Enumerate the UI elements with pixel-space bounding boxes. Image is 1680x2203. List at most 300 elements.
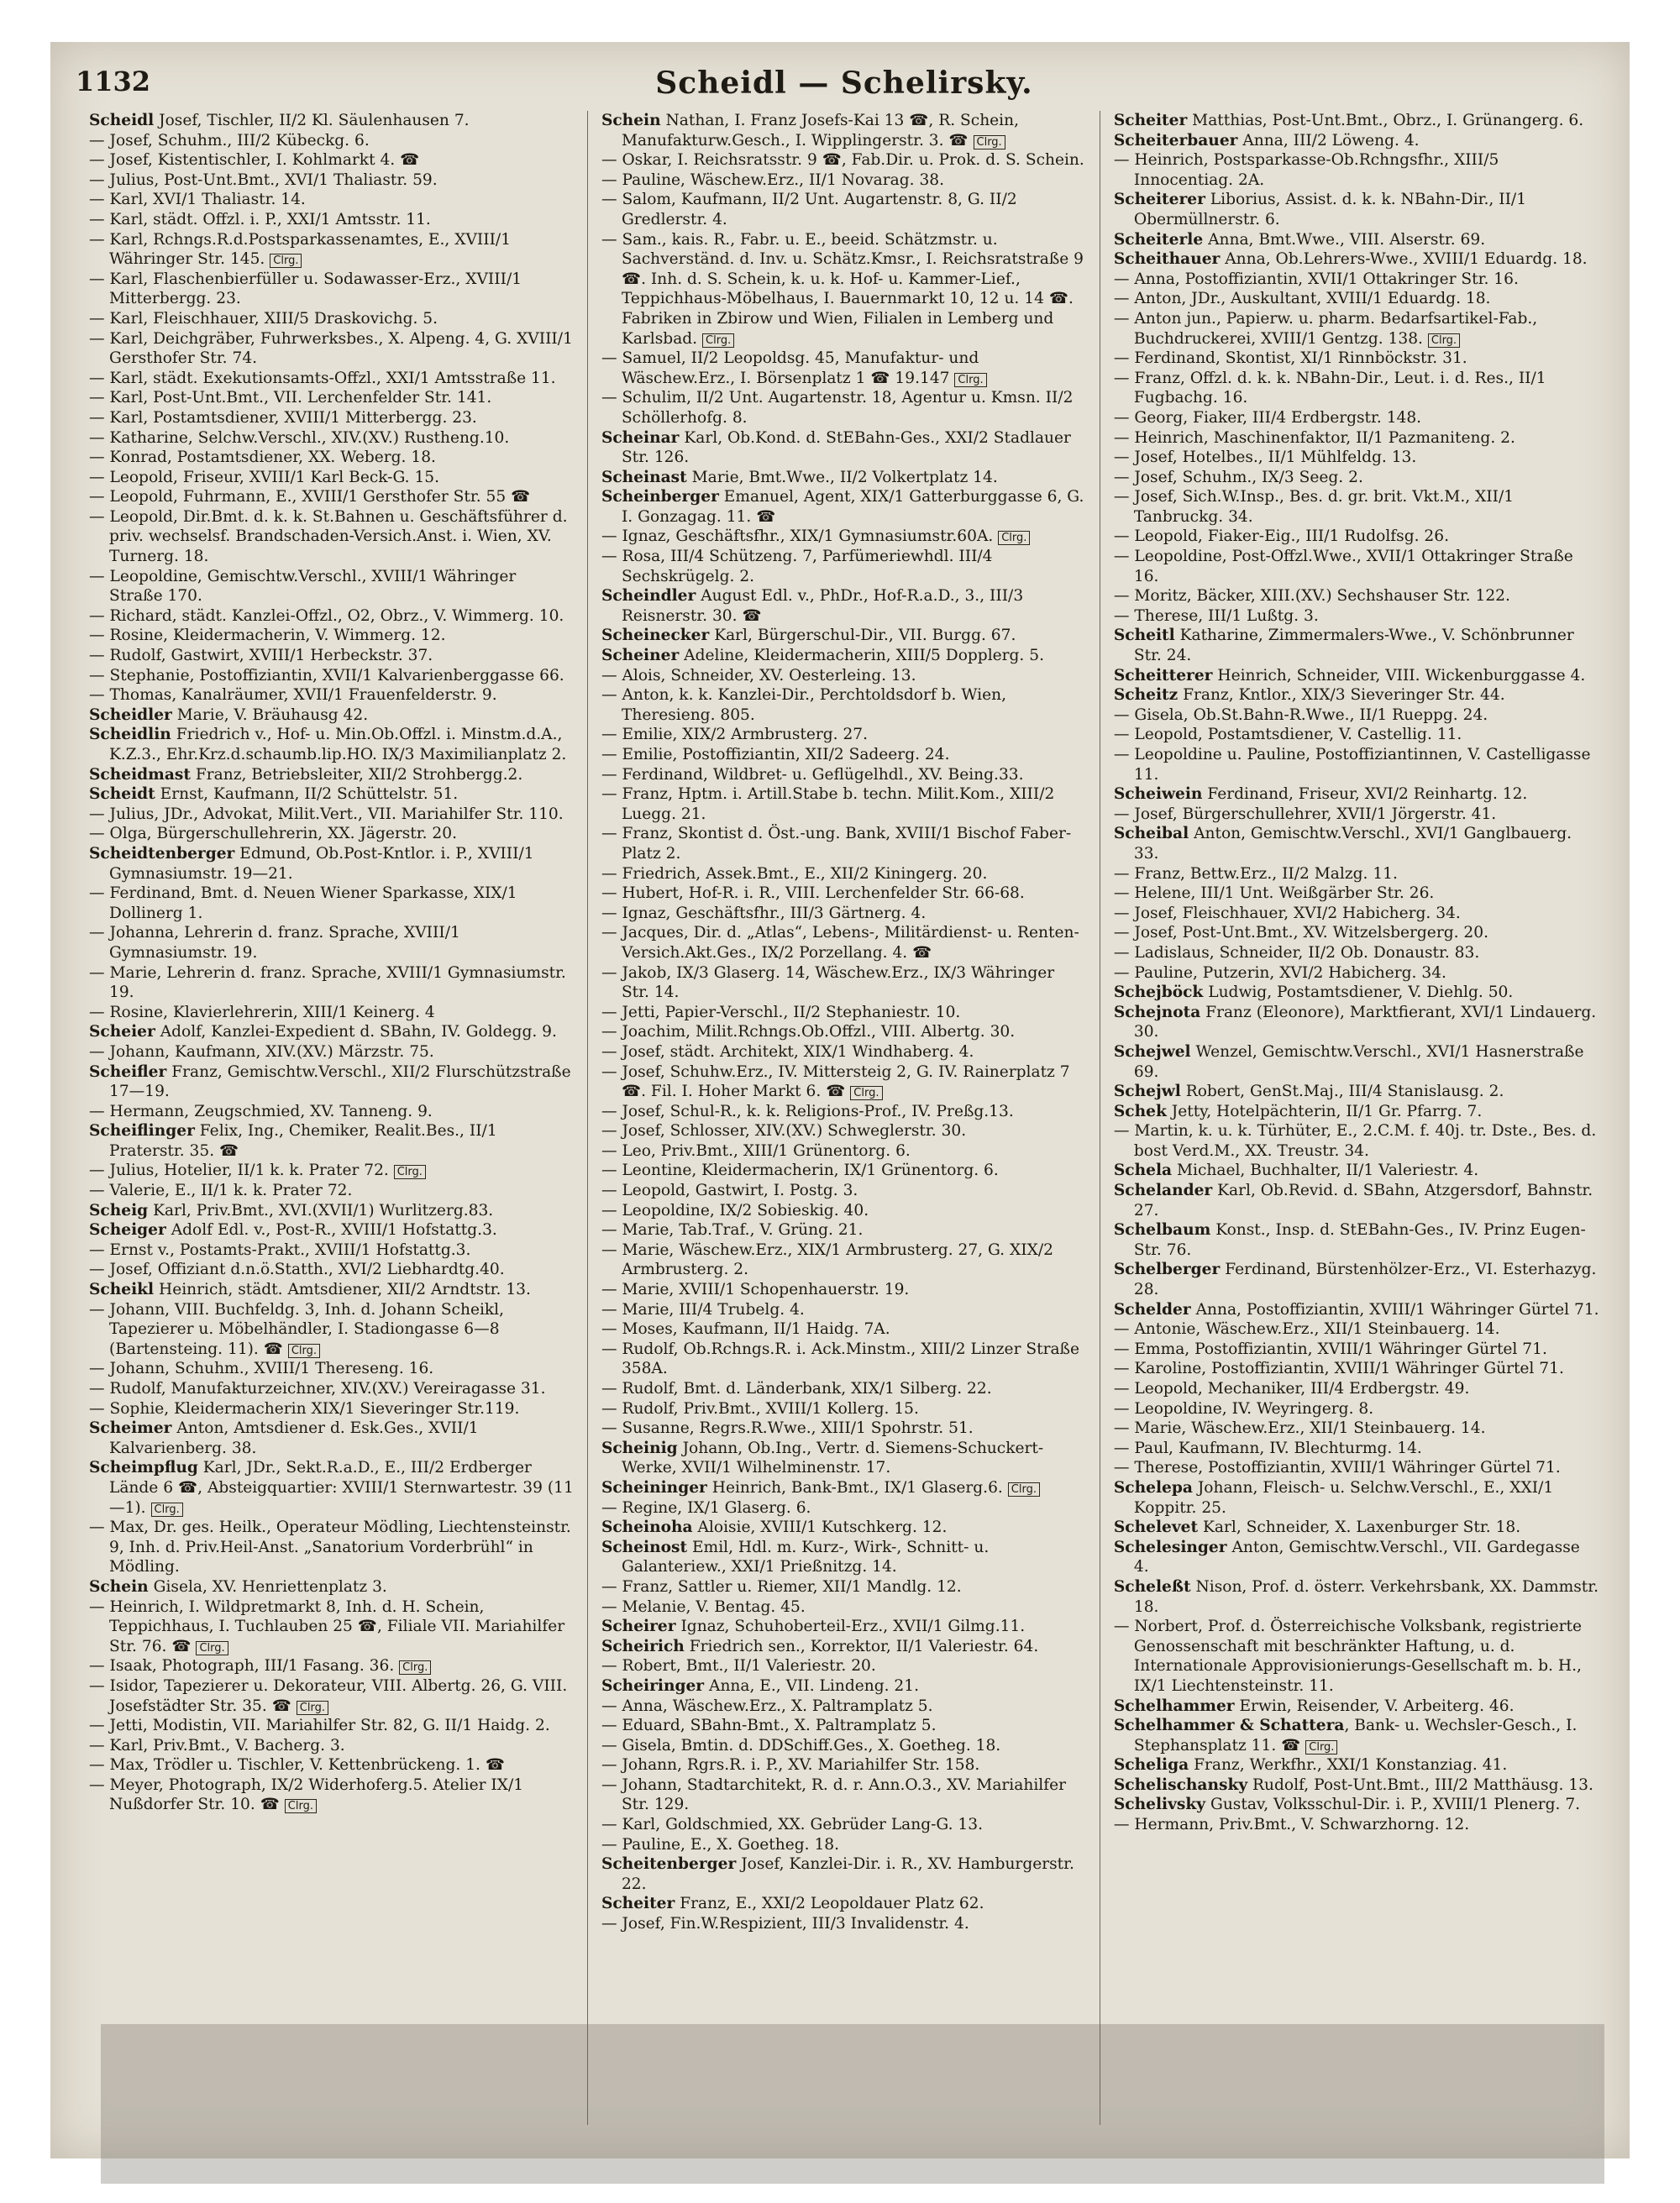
entry-text: Felix, Ing., Chemiker, Realit.Bes., II/1 Praterstr. 35. ☎ (109, 1122, 502, 1160)
entry-text: — Stephanie, Postoffiziantin, XVII/1 Kalvarienberggasse 66. (89, 666, 564, 685)
entry-surname: Scheinig (601, 1439, 678, 1457)
entry-surname: Scheiner (601, 647, 680, 665)
directory-entry (89, 1240, 574, 1261)
directory-entry (601, 1062, 1086, 1102)
entry-text: — Hermann, Priv.Bmt., V. Schwarzhorng. 12. (1113, 1816, 1470, 1834)
directory-entry (601, 1042, 1086, 1062)
entry-text: — Ignaz, Geschäftsfhr., III/3 Gärtnerg. 4. (601, 904, 927, 922)
directory-entry (601, 1835, 1086, 1855)
entry-text: — Leopold, Fiaker-Eig., III/1 Rudolfsg. 26. (1113, 527, 1449, 546)
entry-text: — Friedrich, Assek.Bmt., E., XII/2 Kiningerg. 20. (601, 864, 988, 883)
directory-entry (89, 1716, 574, 1736)
entry-text: — Anna, Postoffiziantin, XVII/1 Ottakringer Str. 16. (1113, 270, 1519, 288)
directory-entry (89, 666, 574, 686)
entry-surname: Scheimer (89, 1419, 172, 1438)
entry-text: — Marie, Lehrerin d. franz. Sprache, XVIII/1 Gymnasiumstr. 19. (89, 963, 571, 1002)
entry-surname: Scheiger (89, 1221, 166, 1240)
directory-page (50, 42, 1630, 2158)
directory-entry (89, 1597, 574, 1657)
entry-text: — Moritz, Bäcker, XIII.(XV.) Sechshauser Str. 122. (1113, 587, 1510, 606)
entry-text: — Josef, Schlosser, XIV.(XV.) Schweglerstr. 30. (601, 1122, 967, 1141)
directory-entry (1114, 1439, 1599, 1459)
clearing-badge: Clrg. (1305, 1740, 1337, 1755)
entry-text: — Karl, Priv.Bmt., V. Bacherg. 3. (89, 1736, 345, 1755)
directory-entry (89, 1776, 574, 1815)
directory-entry (1114, 1042, 1599, 1082)
directory-entry (1114, 131, 1599, 151)
entry-surname: Schein (601, 112, 661, 129)
entry-text: Anna, III/2 Löweng. 4. (1237, 131, 1420, 149)
entry-text: — Ferdinand, Skontist, XI/1 Rinnböckstr. 31. (1113, 349, 1467, 368)
clearing-badge: Clrg. (196, 1641, 228, 1655)
directory-entry (89, 111, 574, 131)
entry-text: — Josef, Fleischhauer, XVI/2 Habicherg. 34. (1113, 904, 1461, 922)
entry-text: — Meyer, Photograph, IX/2 Widerhoferg.5. Atelier IX/1 Nußdorfer Str. 10. ☎ (89, 1776, 529, 1814)
directory-entry (601, 1637, 1086, 1657)
entry-surname: Scheinast (601, 468, 687, 486)
directory-entry (89, 1102, 574, 1122)
entry-text: Anton, Amtsdiener d. Esk.Ges., XVII/1 Kalvarienberg. 38. (109, 1419, 484, 1457)
directory-entry (89, 1181, 574, 1201)
directory-entry (601, 1617, 1086, 1637)
entry-surname: Scheiter (1113, 112, 1188, 129)
entry-text: — Hubert, Hof-R. i. R., VIII. Lerchenfelder Str. 66-68. (601, 884, 1025, 903)
entry-surname: Schelder (1113, 1300, 1191, 1319)
directory-entry (601, 586, 1086, 626)
entry-surname: Scheitterer (1113, 666, 1213, 685)
directory-entry (1114, 983, 1599, 1003)
entry-text: — Isaak, Photograph, III/1 Fasang. 36. (89, 1657, 395, 1676)
page-header (76, 66, 1613, 116)
clearing-badge: Clrg. (850, 1086, 882, 1100)
column-middle (588, 111, 1100, 2125)
entry-text: Friedrich sen., Korrektor, II/1 Valeriestr. 64. (684, 1637, 1039, 1655)
clearing-badge: Clrg. (998, 531, 1030, 545)
entry-text: — Josef, städt. Architekt, XIX/1 Windhaberg. 4. (601, 1042, 974, 1061)
directory-entry (601, 1121, 1086, 1141)
entry-text: — Leopold, Fuhrmann, E., XVIII/1 Gersthofer Str. 55 ☎ (89, 488, 531, 506)
directory-entry (1114, 1161, 1599, 1181)
directory-entry (89, 131, 574, 151)
entry-surname: Scheier (89, 1023, 155, 1041)
entry-text: — Joachim, Milit.Rchngs.Ob.Offzl., VIII. Albertg. 30. (601, 1023, 1016, 1041)
entry-text: — Schulim, II/2 Unt. Augartenstr. 18, Agentur u. Kmsn. II/2 Schöllerhofg. 8. (601, 389, 1079, 427)
directory-entry (601, 1201, 1086, 1221)
directory-entry (601, 1676, 1086, 1697)
entry-surname: Schelberger (1113, 1261, 1221, 1279)
directory-entry (89, 705, 574, 726)
directory-entry (601, 725, 1086, 745)
directory-entry (89, 309, 574, 329)
entry-text: — Josef, Kistentischler, I. Kohlmarkt 4. ☎ (89, 151, 420, 170)
directory-entry (89, 646, 574, 666)
directory-entry (1114, 923, 1599, 943)
entry-text: — Heinrich, Postsparkasse-Ob.Rchngsfhr., XIII/5 Innocentiag. 2A. (1113, 151, 1504, 189)
entry-text: — Johanna, Lehrerin d. franz. Sprache, XVIII/1 Gymnasiumstr. 19. (89, 924, 465, 962)
entry-text: Rudolf, Post-Unt.Bmt., III/2 Matthäusg. 13. (1247, 1776, 1593, 1794)
entry-text: — Heinrich, I. Wildpretmarkt 8, Inh. d. H. Schein, Teppichhaus, I. Tuchlauben 25 ☎, Filiale VII. Mariahilfer Str. 76. ☎ (89, 1597, 570, 1655)
running-title: Scheidl — Schelirsky. (655, 66, 1033, 101)
directory-entry (1114, 1319, 1599, 1340)
entry-surname: Scheliga (1113, 1756, 1189, 1775)
directory-entry (1114, 1220, 1599, 1260)
entry-text: , Bank- u. Wechsler-Gesch., I. Stephansplatz 11. ☎ (1133, 1717, 1583, 1755)
directory-entry (601, 784, 1086, 824)
directory-entry (601, 349, 1086, 388)
entry-text: — Johann, Stadtarchitekt, R. d. r. Ann.O.3., XV. Mariahilfer Str. 129. (601, 1776, 1071, 1814)
entry-surname: Scheiterle (1113, 230, 1204, 249)
entry-text: — Karl, Postamtsdiener, XVIII/1 Mitterbergg. 23. (89, 408, 477, 427)
directory-entry (1114, 289, 1599, 309)
columns (76, 111, 1613, 2125)
directory-entry (89, 507, 574, 567)
entry-text: August Edl. v., PhDr., Hof-R.a.D., 3., III/3 Reisnerstr. 30. ☎ (621, 587, 1029, 625)
directory-entry (89, 824, 574, 844)
entry-surname: Scheidtenberger (89, 844, 235, 863)
directory-entry (1114, 527, 1599, 547)
entry-text: — Leo, Priv.Bmt., XIII/1 Grünentorg. 6. (601, 1141, 911, 1160)
entry-surname: Scheindler (601, 587, 696, 606)
directory-entry (1114, 1755, 1599, 1776)
entry-text: — Emilie, Postoffiziantin, XII/2 Sadeerg. 24. (601, 746, 950, 763)
entry-text: Marie, V. Bräuhausg 42. (171, 705, 369, 724)
directory-entry (601, 1419, 1086, 1439)
directory-entry (1114, 784, 1599, 805)
entry-text: Anna, Postoffiziantin, XVIII/1 Währinger Gürtel 71. (1190, 1300, 1599, 1319)
entry-text: — Olga, Bürgerschullehrerin, XX. Jägerstr. 20. (89, 825, 458, 843)
entry-text: — Franz, Sattler u. Riemer, XII/1 Mandlg. 12. (601, 1577, 962, 1596)
directory-entry (89, 468, 574, 488)
directory-entry (1114, 805, 1599, 825)
directory-entry (1114, 705, 1599, 726)
directory-entry (601, 1181, 1086, 1201)
directory-entry (601, 1439, 1086, 1478)
entry-surname: Scheidler (89, 705, 172, 724)
entry-text: — Leopold, Mechaniker, III/4 Erdbergstr. 49. (1113, 1380, 1470, 1398)
entry-text: — Rosine, Kleidermacherin, V. Wimmerg. 12. (89, 627, 446, 645)
directory-entry (601, 685, 1086, 725)
entry-text: — Franz, Bettw.Erz., II/2 Malzg. 11. (1113, 864, 1398, 883)
directory-entry (1114, 249, 1599, 270)
directory-entry (1114, 1458, 1599, 1478)
clearing-badge: Clrg. (954, 373, 986, 387)
directory-entry (89, 408, 574, 428)
directory-entry (89, 1161, 574, 1181)
entry-text: — Karl, städt. Offzl. i. P., XXI/1 Amtsstr. 11. (89, 210, 431, 228)
directory-entry (1114, 1776, 1599, 1796)
entry-text: — Josef, Schuhw.Erz., IV. Mittersteig 2, G. IV. Rainerplatz 7 ☎. Fil. I. Hoher Markt 6. ☎ (601, 1062, 1075, 1101)
entry-text: Wenzel, Gemischtw.Verschl., XVI/1 Hasnerstraße 69. (1133, 1042, 1589, 1081)
directory-entry (89, 270, 574, 309)
directory-entry (89, 1379, 574, 1399)
entry-surname: Schelepa (1113, 1478, 1193, 1497)
entry-text: — Salom, Kaufmann, II/2 Unt. Augartenstr. 8, G. II/2 Gredlerstr. 4. (601, 191, 1022, 228)
entry-surname: Scheinberger (601, 488, 719, 506)
entry-surname: Scheiringer (601, 1676, 705, 1695)
entry-text: — Sam., kais. R., Fabr. u. E., beeid. Schätzmstr. u. Sachverständ. d. Inv. u. Schätz.Kmsr., I. Reichsratstraße 9 ☎. Inh. d. S. Schein, k. u. k. Hof- u. Kammer-Lief., Teppichhaus-Möbelhaus, I. Bauernmarkt 10, 12 u. 14 ☎. Fabriken in Zbirow und Wien, Filialen in Lemberg und Karlsbad. (601, 230, 1089, 348)
entry-text: — Rudolf, Priv.Bmt., XVIII/1 Kollerg. 15. (601, 1399, 919, 1418)
entry-text: — Moses, Kaufmann, II/1 Haidg. 7A. (601, 1320, 890, 1339)
directory-entry (89, 170, 574, 191)
page-number: 1132 (76, 66, 151, 97)
directory-entry (1114, 369, 1599, 408)
entry-surname: Scheiflinger (89, 1122, 195, 1141)
directory-entry (601, 1141, 1086, 1162)
entry-text: — Rudolf, Gastwirt, XVIII/1 Herbeckstr. 37. (89, 647, 433, 665)
directory-entry (89, 1656, 574, 1676)
entry-text: — Rudolf, Ob.Rchngs.R. i. Ack.Minstm., XIII/2 Linzer Straße 358A. (601, 1340, 1084, 1378)
entry-text: — Isidor, Tapezierer u. Dekorateur, VIII. Albertg. 26, G. VIII. Josefstädter Str. 35. ☎ (89, 1676, 573, 1715)
entry-text: — Eduard, SBahn-Bmt., X. Paltramplatz 5. (601, 1717, 937, 1735)
entry-text: — Hermann, Zeugschmied, XV. Tanneng. 9. (89, 1102, 433, 1120)
directory-entry (1114, 1617, 1599, 1696)
directory-entry (89, 1300, 574, 1360)
entry-text: — Anton jun., Papierw. u. pharm. Bedarfsartikel-Fab., Buchdruckerei, XVIII/1 Gentzg. 138. (1113, 309, 1543, 348)
directory-entry (1114, 1815, 1599, 1835)
entry-text: — Rudolf, Bmt. d. Länderbank, XIX/1 Silberg. 22. (601, 1380, 992, 1398)
directory-entry (1114, 487, 1599, 527)
entry-text: — Melanie, V. Bentag. 45. (601, 1597, 806, 1616)
directory-entry (601, 1736, 1086, 1756)
directory-entry (601, 170, 1086, 191)
entry-text: Nison, Prof. d. österr. Verkehrsbank, XX. Dammstr. 18. (1133, 1577, 1604, 1616)
entry-text: — Valerie, E., II/1 k. k. Prater 72. (89, 1182, 353, 1200)
directory-entry (1114, 606, 1599, 627)
directory-entry (89, 606, 574, 627)
entry-surname: Scheidt (89, 785, 155, 804)
entry-text: Josef, Kanzlei-Dir. i. R., XV. Hamburgerstr. 22. (621, 1855, 1079, 1893)
entry-text: Gustav, Volksschul-Dir. i. P., XVIII/1 Plenerg. 7. (1205, 1796, 1581, 1814)
entry-text: Karl, Ob.Revid. d. SBahn, Atzgersdorf, Bahnstr. 27. (1133, 1182, 1599, 1220)
directory-entry (601, 626, 1086, 646)
column-left (76, 111, 588, 2125)
entry-text: — Helene, III/1 Unt. Weißgärber Str. 26. (1113, 884, 1435, 903)
directory-entry (1114, 943, 1599, 963)
directory-entry (1114, 1399, 1599, 1419)
entry-text: — Karl, Flaschenbierfüller u. Sodawasser-Erz., XVIII/1 Mitterbergg. 23. (89, 270, 527, 308)
clearing-badge: Clrg. (399, 1660, 431, 1675)
entry-text: — Jetti, Papier-Verschl., II/2 Stephaniestr. 10. (601, 1003, 961, 1021)
directory-entry (601, 1697, 1086, 1717)
entry-text: Ignaz, Schuhoberteil-Erz., XVII/1 Gilmg.11. (675, 1618, 1026, 1636)
directory-entry (89, 765, 574, 785)
directory-entry (1114, 1716, 1599, 1755)
directory-entry (89, 1399, 574, 1419)
entry-text: — Thomas, Kanalräumer, XVII/1 Frauenfelderstr. 9. (89, 686, 497, 705)
entry-text: Robert, GenSt.Maj., III/4 Stanislausg. 2. (1180, 1083, 1504, 1101)
entry-text: — Johann, Rgrs.R. i. P., XV. Mariahilfer Str. 158. (601, 1756, 980, 1775)
directory-entry (1114, 1102, 1599, 1122)
entry-text: Anna, Ob.Lehrers-Wwe., XVIII/1 Eduardg. 18. (1220, 250, 1588, 269)
directory-entry (601, 923, 1086, 963)
directory-entry (601, 150, 1086, 170)
entry-surname: Schelischansky (1113, 1776, 1248, 1794)
entry-text: Michael, Buchhalter, II/1 Valeriestr. 4. (1172, 1162, 1479, 1180)
entry-surname: Schelander (1113, 1182, 1213, 1200)
directory-entry (601, 547, 1086, 586)
entry-text: Anna, E., VII. Lindeng. 21. (704, 1676, 919, 1695)
directory-entry (89, 1518, 574, 1577)
directory-entry (1114, 1082, 1599, 1102)
clearing-badge: Clrg. (1008, 1482, 1040, 1497)
directory-entry (89, 1419, 574, 1458)
entry-text: Franz, E., XXI/2 Leopoldauer Platz 62. (675, 1895, 984, 1913)
entry-surname: Scheiterbauer (1113, 131, 1238, 149)
entry-text: Ludwig, Postamtsdiener, V. Diehlg. 50. (1203, 983, 1514, 1002)
entry-surname: Schejböck (1113, 983, 1204, 1002)
directory-entry (601, 1280, 1086, 1300)
entry-text: — Jetti, Modistin, VII. Mariahilfer Str. 82, G. II/1 Haidg. 2. (89, 1717, 550, 1735)
entry-text: — Julius, JDr., Advokat, Milit.Vert., VII. Mariahilfer Str. 110. (89, 805, 564, 823)
entry-text: — Pauline, Wäschew.Erz., II/1 Novarag. 38. (601, 170, 945, 189)
directory-entry (1114, 1359, 1599, 1379)
directory-entry (1114, 725, 1599, 745)
directory-entry (89, 1280, 574, 1300)
directory-entry (89, 805, 574, 825)
entry-text: Franz, Betriebsleiter, XII/2 Strohbergg.2. (190, 765, 523, 784)
directory-entry (601, 487, 1089, 527)
entry-text: Nathan, I. Franz Josefs-Kai 13 ☎, R. Schein, Manufakturw.Gesch., I. Wipplingerstr. 3. ☎ (621, 112, 1024, 149)
entry-text: — Josef, Offiziant d.n.ö.Statth., XVI/2 Liebhardtg.40. (89, 1261, 505, 1279)
directory-entry (89, 190, 574, 210)
directory-entry (1114, 1795, 1599, 1815)
entry-text: — Max, Dr. ges. Heilk., Operateur Mödling, Liechtensteinstr. 9, Inh. d. Priv.Heil-Anst. „Sanatorium Vorderbrühl“ in Mödling. (89, 1518, 576, 1576)
entry-text: — Regine, IX/1 Glaserg. 6. (601, 1498, 811, 1517)
directory-entry (1114, 428, 1599, 448)
entry-text: — Anton, k. k. Kanzlei-Dir., Perchtoldsdorf b. Wien, Theresieng. 805. (601, 686, 1011, 724)
entry-surname: Scheinoha (601, 1518, 693, 1537)
entry-text: — Anton, JDr., Auskultant, XVIII/1 Eduardg. 18. (1113, 290, 1491, 308)
entry-surname: Scheinar (601, 428, 680, 447)
directory-entry (89, 1003, 574, 1023)
directory-entry (1114, 111, 1599, 131)
directory-entry (1114, 547, 1599, 586)
entry-text: — Pauline, Putzerin, XVI/2 Habicherg. 34. (1113, 963, 1446, 982)
entry-text: — Karl, Goldschmied, XX. Gebrüder Lang-G. 13. (601, 1816, 984, 1834)
directory-entry (89, 963, 574, 1003)
entry-text: Karl, JDr., Sekt.R.a.D., E., III/2 Erdberger Lände 6 ☎, Absteigquartier: XVIII/1 Sternwartestr. 39 (11—1). (109, 1459, 574, 1517)
entry-text: Franz, Kntlor., XIX/3 Sieveringer Str. 44. (1178, 686, 1505, 705)
entry-text: — Gisela, Ob.St.Bahn-R.Wwe., II/1 Rueppg. 24. (1113, 705, 1488, 724)
entry-text: Karl, Ob.Kond. d. StEBahn-Ges., XXI/2 Stadlauer Str. 126. (621, 428, 1076, 467)
directory-entry (89, 1022, 574, 1042)
directory-entry (601, 1379, 1086, 1399)
directory-entry (601, 1815, 1086, 1835)
directory-entry (601, 646, 1086, 666)
entry-text: — Anna, Wäschew.Erz., X. Paltramplatz 5. (601, 1697, 933, 1715)
directory-entry (89, 230, 574, 270)
entry-text: — Josef, Fin.W.Respizient, III/3 Invalidenstr. 4. (601, 1915, 969, 1933)
directory-entry (601, 1300, 1086, 1320)
entry-text: — Josef, Schuhm., III/2 Kübeckg. 6. (89, 131, 370, 149)
clearing-badge: Clrg. (151, 1503, 183, 1517)
directory-entry (1114, 1697, 1599, 1717)
directory-entry (1114, 745, 1599, 784)
entry-text: — Gisela, Bmtin. d. DDSchiff.Ges., X. Goetheg. 18. (601, 1736, 1001, 1755)
entry-text: — Susanne, Regrs.R.Wwe., XIII/1 Spohrstr. 51. (601, 1419, 974, 1438)
entry-text: — Ladislaus, Schneider, II/2 Ob. Donaustr. 83. (1113, 943, 1480, 962)
entry-text: — Karl, XVI/1 Thaliastr. 14. (89, 191, 306, 209)
entry-text: — Konrad, Postamtsdiener, XX. Weberg. 18. (89, 448, 436, 467)
directory-entry (601, 468, 1086, 488)
entry-text: Jetty, Hotelpächterin, II/1 Gr. Pfarrg. 7. (1166, 1102, 1483, 1120)
entry-surname: Scheinecker (601, 627, 710, 645)
entry-surname: Scheig (89, 1201, 149, 1220)
entry-text: — Leopoldine, IV. Weyringerg. 8. (1113, 1399, 1374, 1418)
directory-entry (1114, 1538, 1599, 1577)
entry-text: Franz (Eleonore), Marktfierant, XVI/1 Lindauerg. 30. (1133, 1003, 1602, 1041)
directory-entry (89, 884, 574, 923)
entry-surname: Scheitz (1113, 686, 1179, 705)
entry-text: — Johann, VIII. Buchfeldg. 3, Inh. d. Johann Scheikl, Tapezierer u. Möbelhändler, I. Stadiongasse 6—8 (Bartensteing. 11). ☎ (89, 1300, 509, 1358)
entry-surname: Schelevet (1113, 1518, 1199, 1537)
directory-entry (1114, 270, 1599, 290)
entry-text: Franz, Gemischtw.Verschl., XII/2 Flurschützstraße 17—19. (109, 1062, 576, 1101)
entry-text: — Franz, Offzl. d. k. k. NBahn-Dir., Leut. i. d. Res., II/1 Fugbachg. 16. (1113, 369, 1551, 407)
directory-entry (601, 1161, 1086, 1181)
directory-entry (1114, 1181, 1599, 1220)
entry-text: Johann, Fleisch- u. Selchw.Verschl., E., XXI/1 Koppitr. 25. (1133, 1478, 1559, 1517)
directory-entry (601, 1478, 1086, 1498)
entry-text: Erwin, Reisender, V. Arbeiterg. 46. (1234, 1697, 1515, 1715)
entry-text: — Josef, Schul-R., k. k. Religions-Prof., IV. Preßg.13. (601, 1102, 1014, 1120)
clearing-badge: Clrg. (270, 254, 302, 268)
entry-text: — Karl, Deichgräber, Fuhrwerksbes., X. Alpeng. 4, G. XVIII/1 Gersthofer Str. 74. (89, 329, 578, 368)
directory-entry (89, 1736, 574, 1756)
directory-entry (1114, 408, 1599, 428)
directory-entry (1114, 1478, 1599, 1518)
entry-text: — Therese, Postoffiziantin, XVIII/1 Währinger Gürtel 71. (1113, 1459, 1561, 1477)
entry-text: Karl, Priv.Bmt., XVI.(XVII/1) Wurlitzerg.83. (148, 1201, 494, 1220)
directory-entry (1114, 448, 1599, 468)
entry-text: — Karl, Fleischhauer, XIII/5 Draskovichg. 5. (89, 309, 438, 328)
directory-entry (601, 1597, 1086, 1618)
directory-entry (1114, 1419, 1599, 1439)
clearing-badge: Clrg. (974, 135, 1005, 149)
directory-entry (89, 428, 574, 448)
directory-entry (89, 626, 574, 646)
directory-entry (601, 1755, 1086, 1776)
entry-text: — Julius, Post-Unt.Bmt., XVI/1 Thaliastr. 59. (89, 170, 438, 189)
entry-text: — Emilie, XIX/2 Armbrusterg. 27. (601, 726, 869, 744)
entry-text: — Samuel, II/2 Leopoldsg. 45, Manufaktur- und Wäschew.Erz., I. Börsenplatz 1 ☎ 19.147 (601, 349, 984, 387)
entry-text: — Jacques, Dir. d. „Atlas“, Lebens-, Militärdienst- u. Renten-Versich.Akt.Ges., IX/2 Porzellang. 4. ☎ (601, 924, 1079, 962)
entry-surname: Scheidlin (89, 726, 171, 744)
directory-entry (601, 1894, 1086, 1914)
entry-surname: Scheitl (1113, 627, 1175, 645)
entry-text: — Richard, städt. Kanzlei-Offzl., O2, Obrz., V. Wimmerg. 10. (89, 606, 564, 625)
directory-entry (1114, 685, 1599, 705)
directory-entry (601, 1319, 1086, 1340)
clearing-badge: Clrg. (702, 333, 734, 348)
directory-entry (601, 190, 1086, 229)
entry-text: Anna, Bmt.Wwe., VIII. Alserstr. 69. (1203, 230, 1486, 249)
directory-entry (1114, 1518, 1599, 1538)
entry-text: — Rosine, Klavierlehrerin, XIII/1 Keinerg. 4 (89, 1003, 435, 1021)
entry-text: — Katharine, Selchw.Verschl., XIV.(XV.) Rustheng.10. (89, 428, 510, 447)
directory-entry (1114, 349, 1599, 369)
entry-text: Edmund, Ob.Post-Kntlor. i. P., XVIII/1 Gymnasiumstr. 19—21. (109, 844, 539, 883)
entry-text: Adolf Edl. v., Post-R., XVIII/1 Hofstattg.3. (165, 1221, 497, 1240)
directory-entry (1113, 1003, 1602, 1042)
entry-text: Ferdinand, Bürstenhölzer-Erz., VI. Esterhazyg. 28. (1133, 1261, 1602, 1299)
entry-text: Ferdinand, Friseur, XVI/2 Reinhartg. 12. (1202, 785, 1528, 804)
directory-entry (601, 1102, 1086, 1122)
directory-entry (601, 1003, 1086, 1023)
entry-text: — Johann, Kaufmann, XIV.(XV.) Märzstr. 75. (89, 1042, 434, 1061)
entry-text: — Marie, Wäschew.Erz., XIX/1 Armbrusterg. 27, G. XIX/2 Armbrusterg. 2. (601, 1240, 1058, 1279)
entry-text: — Leopoldine u. Pauline, Postoffiziantinnen, V. Castelligasse 11. (1113, 746, 1596, 784)
